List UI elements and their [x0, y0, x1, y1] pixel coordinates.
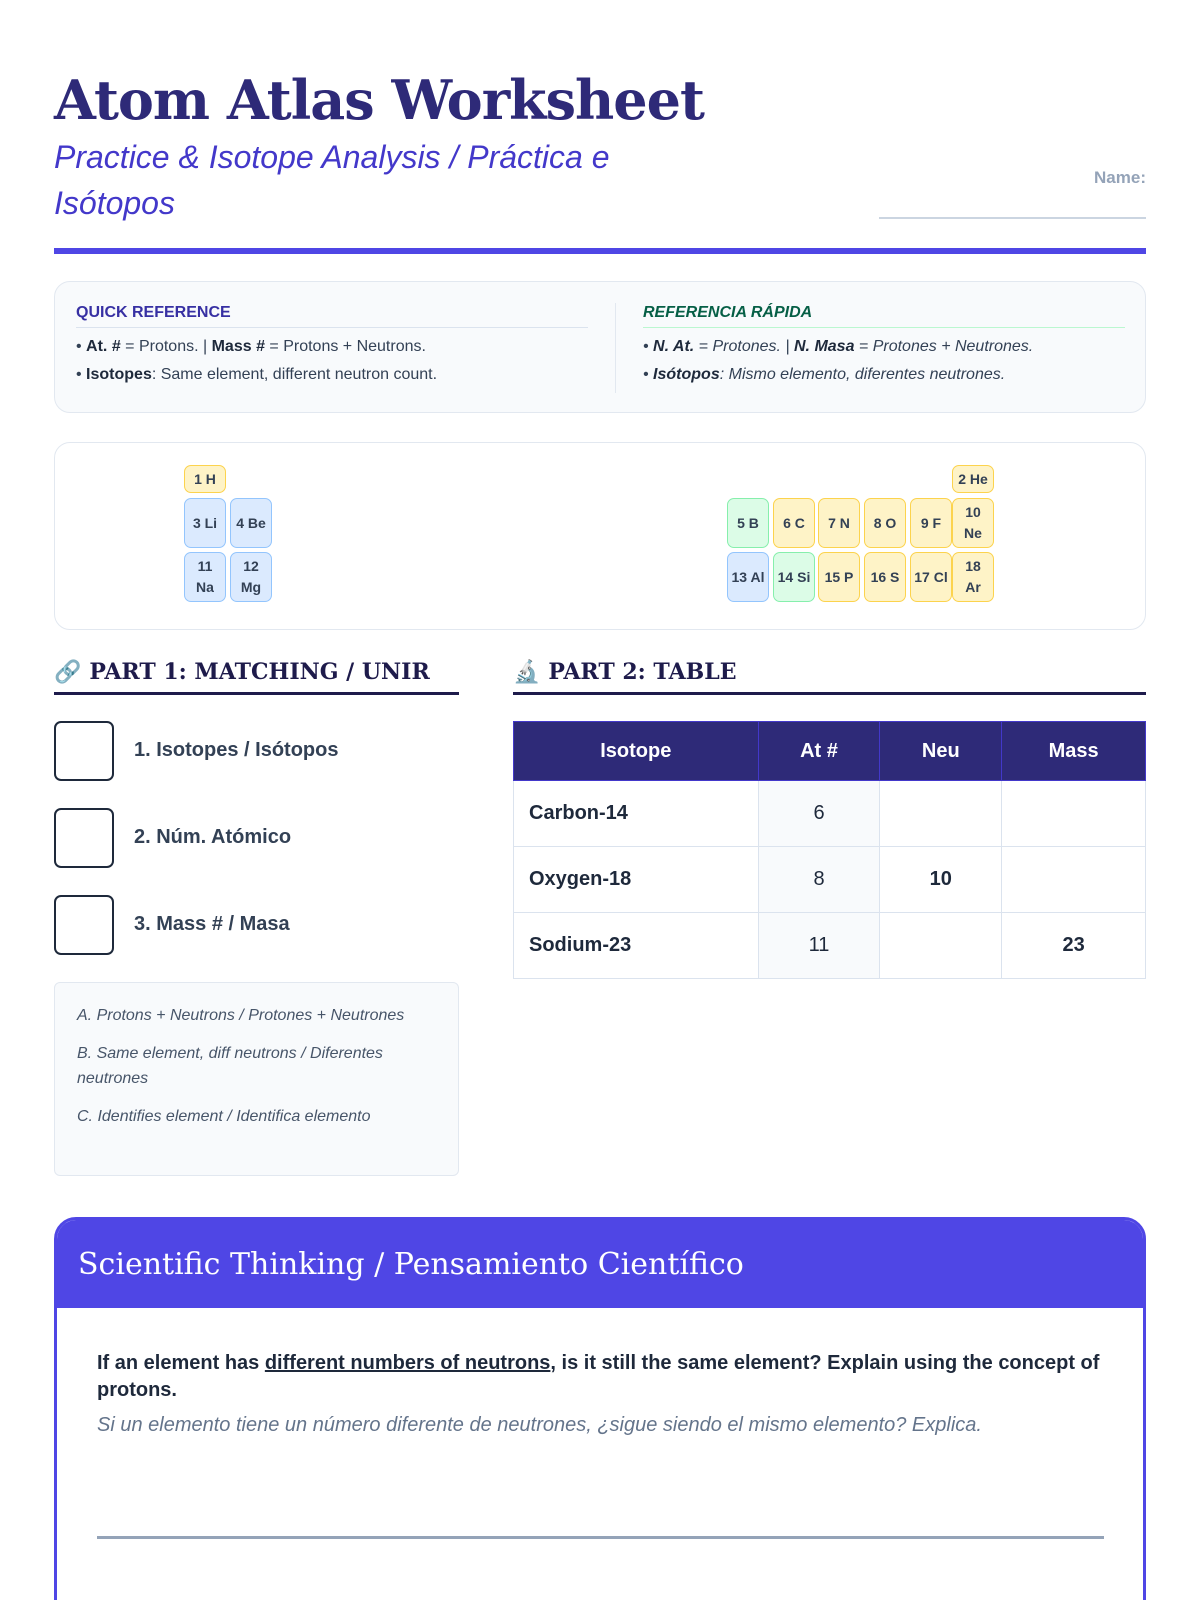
neutron-cell: 10 — [880, 847, 1002, 913]
answer-option: B. Same element, diff neutrons / Diferentes neutrones — [77, 1045, 383, 1087]
matching-answer-box-3[interactable] — [54, 895, 114, 955]
part1-heading — [54, 659, 459, 695]
name-label: Name: — [1094, 168, 1146, 187]
element-tile: 5 B — [727, 498, 769, 548]
answer-option: C. Identifies element / Identifica elemento — [77, 1108, 371, 1125]
table-row — [514, 913, 1146, 979]
element-tile: 11 Na — [184, 552, 226, 602]
element-tile: 16 S — [864, 552, 906, 602]
element-tile: 4 Be — [230, 498, 272, 548]
answer-option: A. Protons + Neutrons / Protones + Neutrones — [77, 1007, 405, 1024]
element-tile: 7 N — [818, 498, 860, 548]
element-tile: 14 Si — [773, 552, 815, 602]
microscope-icon: 🔬 — [513, 659, 541, 685]
quick-reference-line-atomic-mass: • At. # = Protons. | Mass # = Protons + Neutrons. — [76, 338, 426, 355]
isotope-name-cell: Oxygen-18 — [514, 847, 759, 913]
element-tile: 13 Al — [727, 552, 769, 602]
element-tile: 15 P — [818, 552, 860, 602]
element-tile: 9 F — [910, 498, 952, 548]
isotope-table — [513, 721, 1146, 979]
neutron-answer-cell[interactable] — [880, 913, 1002, 979]
mass-answer-cell[interactable] — [1002, 847, 1146, 913]
matching-label: 2. Núm. Atómico — [134, 826, 292, 848]
matching-item — [54, 808, 459, 868]
mass-answer-cell[interactable] — [1002, 781, 1146, 847]
header-divider — [54, 248, 1146, 254]
page-subtitle: Practice & Isotope Analysis / Práctica e Isótopos — [54, 139, 610, 221]
matching-label: 1. Isotopes / Isótopos — [134, 739, 339, 761]
column-header-isotope: Isotope — [514, 722, 759, 781]
atomic-number-cell: 11 — [758, 913, 880, 979]
matching-item — [54, 721, 459, 781]
link-icon: 🔗 — [54, 659, 82, 685]
table-header-row — [514, 722, 1146, 781]
table-row — [514, 781, 1146, 847]
element-tile: 6 C — [773, 498, 815, 548]
matching-answer-bank — [54, 982, 459, 1176]
isotope-name-cell: Carbon-14 — [514, 781, 759, 847]
name-write-line[interactable] — [879, 217, 1146, 219]
quick-reference-es — [643, 304, 1125, 384]
column-header-mass: Mass — [1002, 722, 1146, 781]
element-tile: 2 He — [952, 465, 994, 493]
part2-heading-text: PART 2: TABLE — [548, 659, 737, 685]
column-header-neutrons: Neu — [880, 722, 1002, 781]
quick-reference-box — [54, 281, 1146, 413]
referencia-rapida-heading: REFERENCIA RÁPIDA — [643, 304, 1125, 328]
element-tile: 8 O — [864, 498, 906, 548]
answer-write-line[interactable] — [97, 1536, 1104, 1539]
quick-reference-line-isotopes: • Isotopes: Same element, different neutron count. — [76, 366, 438, 383]
thinking-question-es: Si un elemento tiene un número diferente de neutrones, ¿sigue siendo el mismo elemento? Explica. — [97, 1414, 982, 1436]
element-tile: 17 Cl — [910, 552, 952, 602]
worksheet-page — [54, 0, 1146, 1600]
matching-answer-box-1[interactable] — [54, 721, 114, 781]
part2-heading — [513, 659, 1146, 695]
referencia-line-isotopes: • Isótopos: Mismo elemento, diferentes neutrones. — [643, 366, 1006, 383]
periodic-table-mini — [54, 442, 1146, 630]
table-row — [514, 847, 1146, 913]
scientific-thinking-heading: Scientific Thinking / Pensamiento Científico — [57, 1220, 1143, 1308]
isotope-name-cell: Sodium-23 — [514, 913, 759, 979]
atomic-number-cell: 8 — [758, 847, 880, 913]
matching-label: 3. Mass # / Masa — [134, 913, 290, 935]
scientific-thinking-card — [54, 1217, 1146, 1600]
thinking-question-en: If an element has different numbers of neutrons, is it still the same element? Explain using the concept of protons. — [97, 1352, 1100, 1401]
part1-heading-text: PART 1: MATCHING / UNIR — [89, 659, 430, 685]
element-tile: 12 Mg — [230, 552, 272, 602]
mass-cell: 23 — [1002, 913, 1146, 979]
column-header-atomic-number: At # — [758, 722, 880, 781]
quick-reference-heading: QUICK REFERENCE — [76, 304, 588, 328]
quick-reference-divider — [615, 303, 616, 393]
neutron-answer-cell[interactable] — [880, 781, 1002, 847]
element-tile: 18 Ar — [952, 552, 994, 602]
matching-item — [54, 895, 459, 955]
quick-reference-en — [76, 304, 588, 384]
atomic-number-cell: 6 — [758, 781, 880, 847]
matching-answer-box-2[interactable] — [54, 808, 114, 868]
element-tile: 3 Li — [184, 498, 226, 548]
referencia-line-atomic-mass: • N. At. = Protones. | N. Masa = Protones + Neutrones. — [643, 338, 1034, 355]
element-tile: 1 H — [184, 465, 226, 493]
element-tile: 10 Ne — [952, 498, 994, 548]
page-title: Atom Atlas Worksheet — [54, 68, 704, 132]
